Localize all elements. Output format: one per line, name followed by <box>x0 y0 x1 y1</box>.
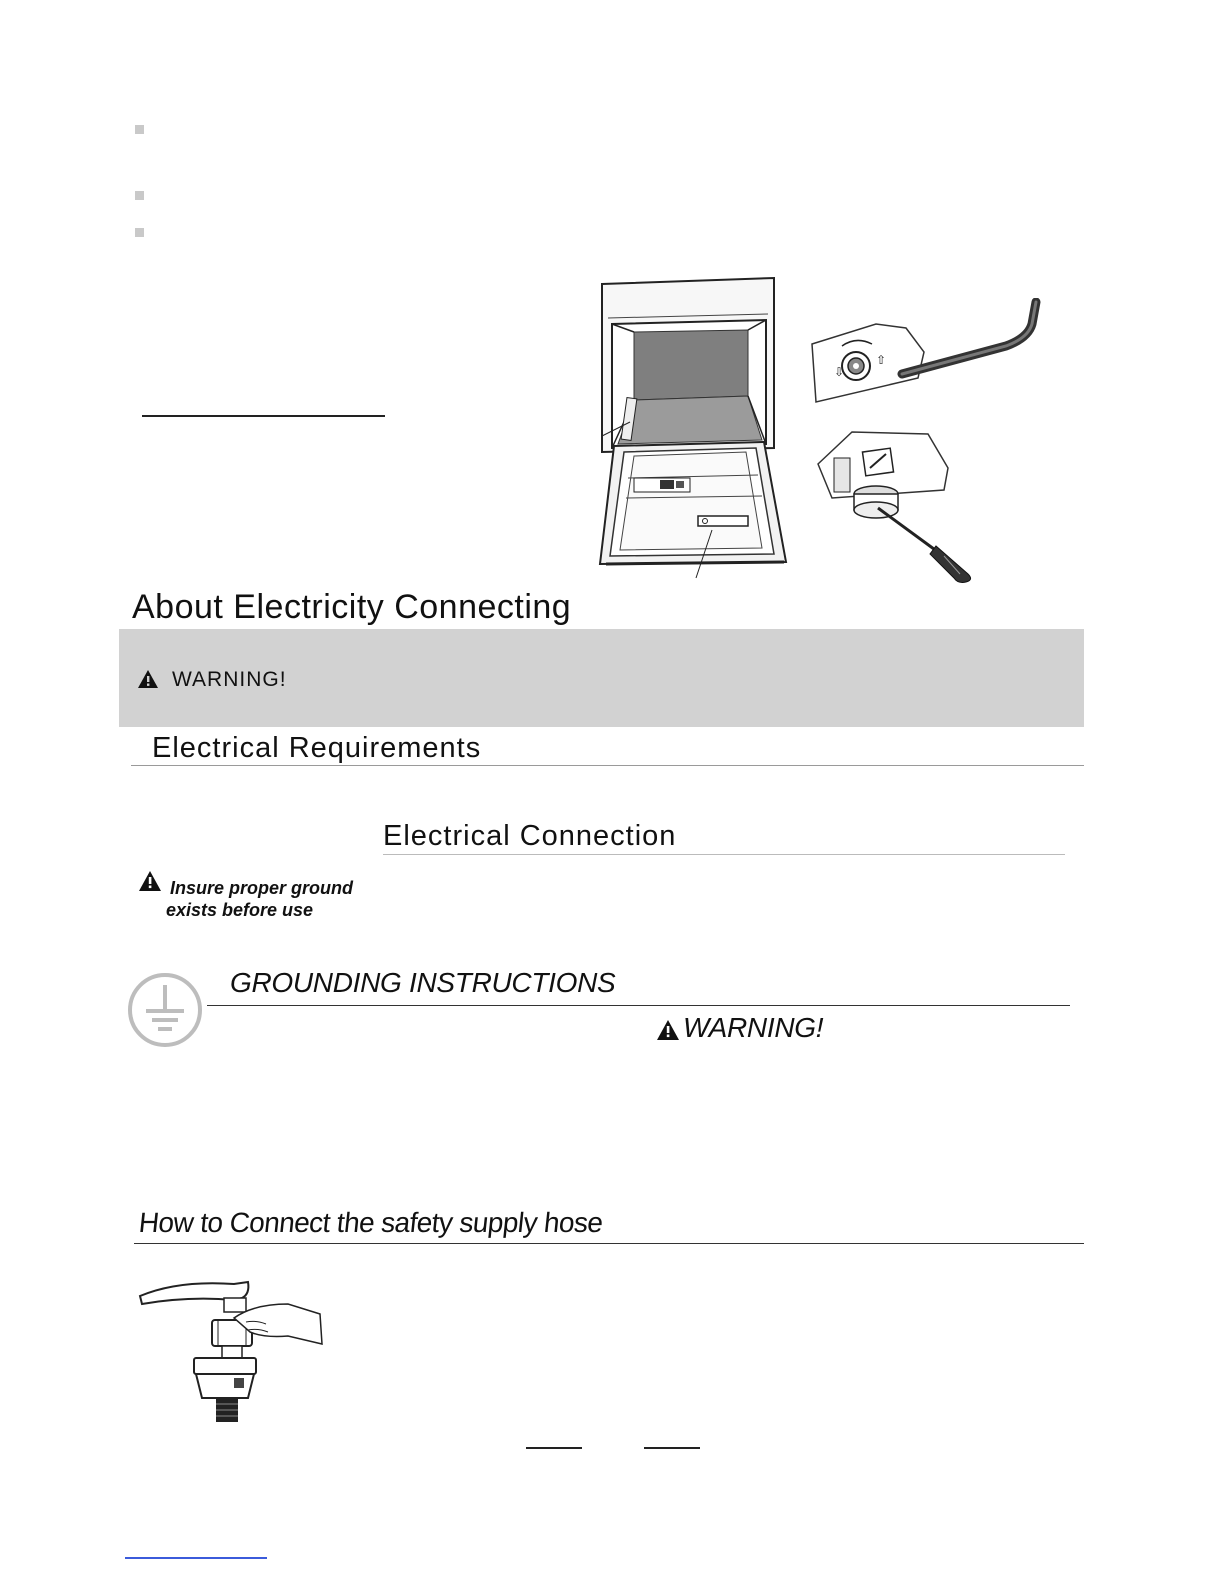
list-bullet-3 <box>135 228 144 237</box>
footer-link-rule <box>125 1557 267 1559</box>
hose-heading-rule <box>134 1243 1084 1244</box>
electrical-connection-rule <box>383 854 1065 855</box>
blank-underline-2 <box>526 1447 582 1449</box>
list-bullet-2 <box>135 191 144 200</box>
grounding-warning-icon <box>656 1019 680 1041</box>
svg-text:⇩: ⇩ <box>834 365 845 379</box>
dishwasher-illustration <box>588 272 798 584</box>
section-title-about-electricity: About Electricity Connecting <box>132 588 572 626</box>
section-title-hose: How to Connect the safety supply hose <box>137 1207 605 1238</box>
ground-symbol-icon <box>126 971 204 1049</box>
blank-underline <box>142 415 385 417</box>
section-title-electrical-requirements: Electrical Requirements <box>152 732 482 764</box>
warning-triangle-icon <box>137 669 159 689</box>
screwdriver-adjustment-illustration <box>808 428 984 584</box>
grounding-warning-label: WARNING! <box>683 1012 824 1043</box>
faucet-hose-illustration <box>138 1274 324 1426</box>
svg-text:⇧: ⇧ <box>876 353 887 367</box>
blank-underline-3 <box>644 1447 700 1449</box>
electrical-requirements-rule <box>131 765 1084 766</box>
ground-note-warning-icon <box>138 870 162 892</box>
section-title-grounding-instructions: GROUNDING INSTRUCTIONS <box>230 967 616 998</box>
ground-note-line-1: Insure proper ground <box>170 878 354 898</box>
grounding-instructions-rule <box>207 1005 1070 1006</box>
section-title-electrical-connection: Electrical Connection <box>383 820 677 852</box>
ground-note-line-2: exists before use <box>166 900 314 920</box>
list-bullet-1 <box>135 125 144 134</box>
leveling-foot-illustration <box>806 298 1042 406</box>
warning-band-label: WARNING! <box>172 668 287 691</box>
